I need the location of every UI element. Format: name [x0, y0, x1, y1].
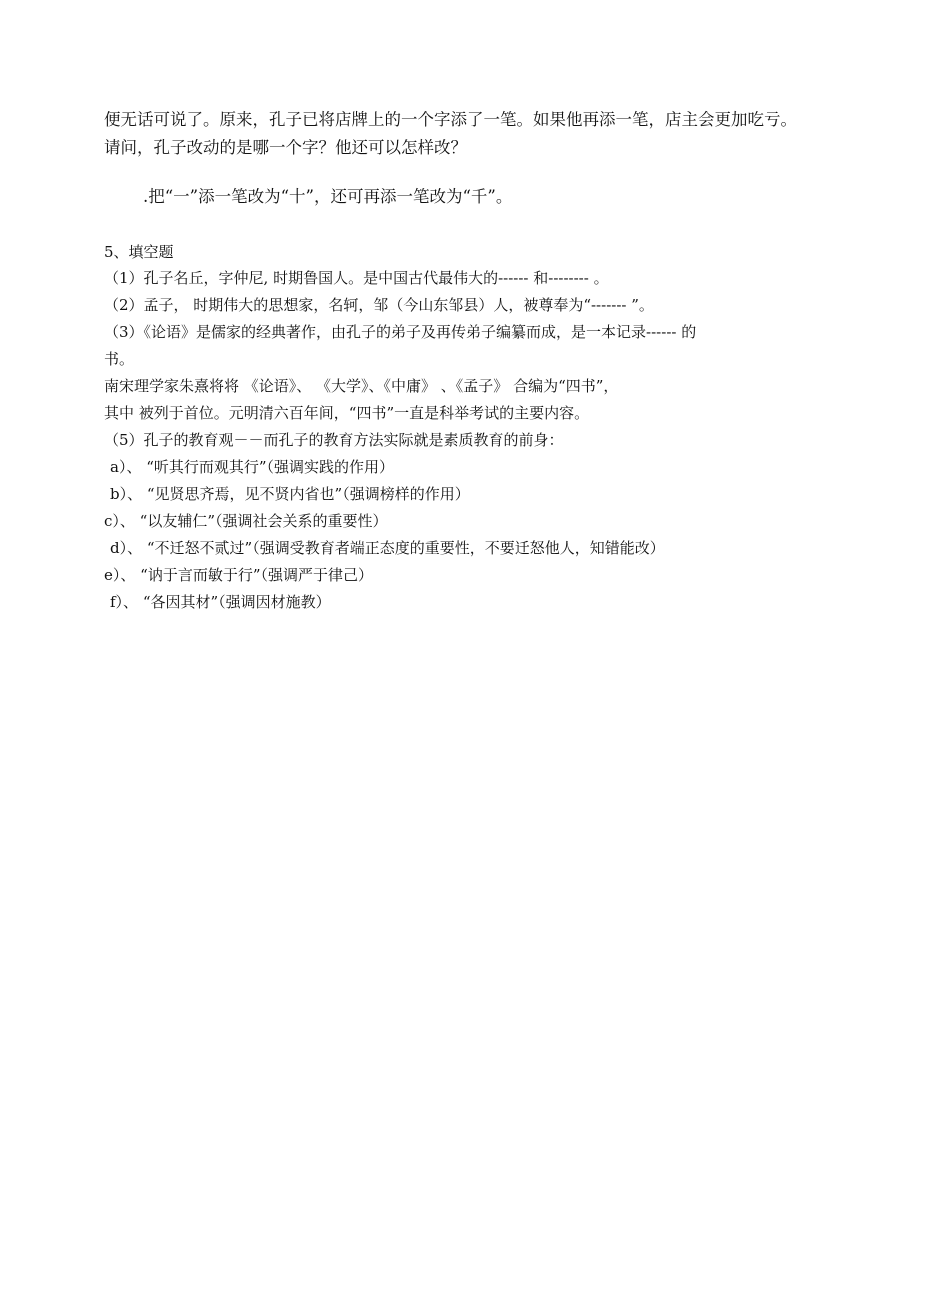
story-line-2: 请问，孔子改动的是哪一个字？他还可以怎样改？ [104, 138, 467, 157]
question-3-line-1: （3）《论语》是儒家的经典著作，由孔子的弟子及再传弟子编纂而成，是一本记录------ 的 [104, 323, 697, 341]
note-line-1: 南宋理学家朱熹将将 《论语》、 《大学》、《中庸》 、《孟子》 合编为“四书”， [104, 377, 619, 395]
teaching-item-b: b）、 “见贤思齐焉，见不贤内省也”（强调榜样的作用） [110, 485, 470, 503]
section-heading: 5、填空题 [104, 243, 174, 261]
teaching-item-e: e）、 “讷于言而敏于行”（强调严于律己） [104, 566, 373, 584]
answer-text: .把“一”添一笔改为“十”，还可再添一笔改为“千”。 [143, 187, 513, 206]
question-1: （1）孔子名丘，字仲尼, 时期鲁国人。是中国古代最伟大的------ 和-------- 。 [104, 269, 609, 287]
question-3-line-2: 书。 [104, 350, 135, 368]
teaching-item-f: f）、 “各因其材”（强调因材施教） [110, 593, 331, 611]
question-2: （2）孟子， 时期伟大的思想家，名轲，邹（今山东邹县）人，被尊奉为“------- ”。 [104, 296, 654, 314]
question-5-intro: （5）孔子的教育观－－而孔子的教育方法实际就是素质教育的前身： [104, 431, 564, 449]
teaching-item-a: a）、 “听其行而观其行”（强调实践的作用） [110, 458, 395, 476]
note-line-2: 其中 被列于首位。元明清六百年间，“四书”一直是科举考试的主要内容。 [104, 404, 590, 422]
story-line-1: 便无话可说了。原来，孔子已将店牌上的一个字添了一笔。如果他再添一笔，店主会更加吃亏。 [104, 110, 797, 129]
teaching-item-d: d）、 “不迁怒不贰过”（强调受教育者端正态度的重要性，不要迁怒他人，知错能改） [110, 539, 665, 557]
teaching-item-c: c）、 “以友辅仁”（强调社会关系的重要性） [104, 512, 388, 530]
